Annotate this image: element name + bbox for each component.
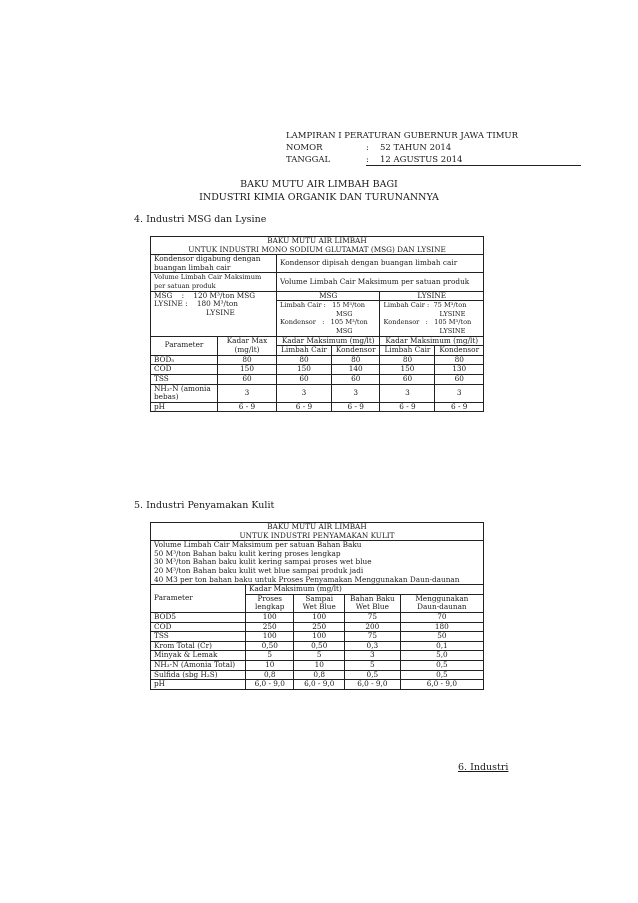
next-section-link[interactable]: 6. Industri <box>458 762 509 773</box>
value-cell: 0,50 <box>294 641 344 651</box>
tanggal-value: 12 AGUSTUS 2014 <box>380 155 463 165</box>
volume-line: 40 M3 per ton bahan baku untuk Proses Penyamakan Menggunakan Daun-daunan <box>154 574 460 584</box>
value-cell: 0,8 <box>294 670 344 680</box>
value-cell: 130 <box>435 365 484 375</box>
value-cell: 5 <box>294 651 344 661</box>
volume-line: 50 M³/ton Bahan baku kulit kering proses lengkap <box>154 548 341 558</box>
value-cell: 10 <box>246 660 294 670</box>
value-cell: 200 <box>344 622 400 632</box>
table-row <box>151 680 484 690</box>
value-cell: 100 <box>294 612 344 622</box>
param-header: Parameter <box>151 336 218 355</box>
value-cell: 5 <box>344 660 400 670</box>
msg-limbah-cair-unit: MSG <box>336 309 353 318</box>
lysine-kondensor-header: Kondensor <box>435 346 484 356</box>
col-sampai-wet-blue: Sampai Wet Blue <box>294 594 344 612</box>
table-row <box>151 632 484 642</box>
kadar-maks-lysine-header: Kadar Maksimum (mg/lt) <box>380 336 484 346</box>
lysine-kondensor-unit: LYSINE <box>439 326 466 335</box>
value-cell: 80 <box>380 355 435 365</box>
param-header: Parameter <box>151 585 246 613</box>
value-cell: 6,0 - 9,0 <box>294 680 344 690</box>
value-cell: 150 <box>277 365 332 375</box>
table-title <box>151 523 484 541</box>
lysine-kondensor: Kondensor : 105 M³/ton <box>383 318 472 327</box>
table-row <box>151 374 484 384</box>
param-cell: COD <box>151 365 218 375</box>
value-cell: 140 <box>331 365 380 375</box>
value-cell: 180 <box>400 622 483 632</box>
value-cell: 5,0 <box>400 651 483 661</box>
value-cell: 10 <box>294 660 344 670</box>
value-cell: 60 <box>277 374 332 384</box>
value-cell: 250 <box>294 622 344 632</box>
value-cell: 250 <box>246 622 294 632</box>
param-cell: COD <box>151 622 246 632</box>
lampiran-header <box>286 130 518 166</box>
volume-line: Volume Limbah Cair Maksimum per satuan Bahan Baku <box>154 540 362 550</box>
kondensor-pisah: Kondensor dipisah dengan buangan limbah cair <box>277 255 484 273</box>
col-daun-daunan: Menggunakan Daun-daunan <box>400 594 483 612</box>
value-cell: 6,0 - 9,0 <box>246 680 294 690</box>
table-title-line-2: UNTUK INDUSTRI PENYAMAKAN KULIT <box>239 530 395 540</box>
value-cell: 6 - 9 <box>218 402 277 412</box>
value-cell: 0,5 <box>344 670 400 680</box>
table-title-line-1: BAKU MUTU AIR LIMBAH <box>267 522 367 531</box>
value-cell: 3 <box>380 384 435 402</box>
table-row <box>151 365 484 375</box>
param-cell: TSS <box>151 374 218 384</box>
vol-label-right: Volume Limbah Cair Maksimum per satuan produk <box>277 273 484 291</box>
msg-volume: MSG : 120 M³/ton MSG <box>154 290 256 300</box>
value-cell: 0,1 <box>400 641 483 651</box>
param-cell: Krom Total (Cr) <box>151 641 246 651</box>
value-cell: 60 <box>380 374 435 384</box>
nomor-row <box>286 142 518 154</box>
value-cell: 3 <box>435 384 484 402</box>
value-cell: 60 <box>218 374 277 384</box>
value-cell: 6 - 9 <box>435 402 484 412</box>
col-bahan-baku-wet-blue: Bahan Baku Wet Blue <box>344 594 400 612</box>
msg-volumes <box>277 301 380 336</box>
lysine-limbah-cair-unit: LYSINE <box>439 309 466 318</box>
value-cell: 80 <box>331 355 380 365</box>
param-cell: BOD₅ <box>151 355 218 365</box>
vol-label-left: Volume Limbah Cair Maksimum per satuan produk <box>151 273 277 291</box>
value-cell: 6,0 - 9,0 <box>400 680 483 690</box>
volume-block <box>151 541 484 585</box>
value-cell: 3 <box>277 384 332 402</box>
value-cell: 100 <box>246 632 294 642</box>
table-row <box>151 612 484 622</box>
lysine-volume-unit: LYSINE <box>206 307 235 317</box>
value-cell: 50 <box>400 632 483 642</box>
table-title <box>151 237 484 255</box>
lysine-head: LYSINE <box>380 291 484 301</box>
table-penyamakan-kulit <box>150 522 484 690</box>
tanggal-label: TANGGAL <box>286 155 331 165</box>
value-cell: 80 <box>277 355 332 365</box>
value-cell: 150 <box>218 365 277 375</box>
value-cell: 60 <box>435 374 484 384</box>
lysine-volume: LYSINE : 180 M³/ton <box>154 299 238 309</box>
nomor-colon: : <box>366 143 369 153</box>
value-cell: 3 <box>331 384 380 402</box>
value-cell: 80 <box>435 355 484 365</box>
nomor-value: 52 TAHUN 2014 <box>380 143 452 153</box>
value-cell: 0,5 <box>400 670 483 680</box>
lysine-volumes <box>380 301 484 336</box>
value-cell: 75 <box>344 632 400 642</box>
document-title <box>0 178 638 204</box>
lampiran-line: LAMPIRAN I PERATURAN GUBERNUR JAWA TIMUR <box>286 131 518 141</box>
value-cell: 100 <box>294 632 344 642</box>
value-cell: 0,3 <box>344 641 400 651</box>
value-cell: 60 <box>331 374 380 384</box>
value-cell: 6 - 9 <box>380 402 435 412</box>
title-line-2: INDUSTRI KIMIA ORGANIK DAN TURUNANNYA <box>199 192 439 203</box>
param-cell: Sulfida (sbg H₂S) <box>151 670 246 680</box>
param-cell: Minyak & Lemak <box>151 651 246 661</box>
table-row <box>151 660 484 670</box>
msg-limbah-cair: Limbah Cair : 15 M³/ton <box>280 301 366 310</box>
table-row <box>151 651 484 661</box>
value-cell: 0,8 <box>246 670 294 680</box>
value-cell: 6,0 - 9,0 <box>344 680 400 690</box>
value-cell: 0,5 <box>400 660 483 670</box>
value-cell: 3 <box>344 651 400 661</box>
kadar-max-header: Kadar Max (mg/lt) <box>218 336 277 355</box>
title-line-1: BAKU MUTU AIR LIMBAH BAGI <box>240 179 398 190</box>
param-cell: BOD5 <box>151 612 246 622</box>
lysine-limbah-cair: Limbah Cair : 75 M³/ton <box>383 301 467 310</box>
table-row <box>151 402 484 412</box>
col-proses-lengkap: Proses lengkap <box>246 594 294 612</box>
param-cell: pH <box>151 402 218 412</box>
table-row <box>151 384 484 402</box>
section-5-heading: 5. Industri Penyamakan Kulit <box>134 500 275 511</box>
table-title-line-2: UNTUK INDUSTRI MONO SODIUM GLUTAMAT (MSG) DAN LYSINE <box>188 244 446 254</box>
tanggal-colon: : <box>366 155 369 165</box>
value-cell: 70 <box>400 612 483 622</box>
msg-head: MSG <box>277 291 380 301</box>
kondensor-gabung: Kondensor digabung dengan buangan limbah cair <box>151 255 277 273</box>
msg-kondensor-header: Kondensor <box>331 346 380 356</box>
lysine-limbah-cair-header: Limbah Cair <box>380 346 435 356</box>
value-cell: 80 <box>218 355 277 365</box>
value-cell: 75 <box>344 612 400 622</box>
volume-line: 20 M³/ton Bahan baku kulit wet blue sampai produk jadi <box>154 565 364 575</box>
table-row <box>151 355 484 365</box>
volume-line: 30 M³/ton Bahan baku kulit kering sampai proses wet blue <box>154 557 372 567</box>
value-cell: 150 <box>380 365 435 375</box>
param-cell: TSS <box>151 632 246 642</box>
param-cell: NH₃-N (Amonia Total) <box>151 660 246 670</box>
nomor-label: NOMOR <box>286 143 323 153</box>
msg-limbah-cair-header: Limbah Cair <box>277 346 332 356</box>
kadar-maks-msg-header: Kadar Maksimum (mg/lt) <box>277 336 380 346</box>
value-cell: 5 <box>246 651 294 661</box>
value-cell: 0,50 <box>246 641 294 651</box>
msg-kondensor-unit: MSG <box>336 326 353 335</box>
section-4-heading: 4. Industri MSG dan Lysine <box>134 214 267 225</box>
msg-kondensor: Kondensor : 105 M³/ton <box>280 318 368 327</box>
param-cell: NH₃-N (amonia bebas) <box>151 384 218 402</box>
value-cell: 6 - 9 <box>277 402 332 412</box>
value-cell: 3 <box>218 384 277 402</box>
param-cell: pH <box>151 680 246 690</box>
vol-values-left <box>151 291 277 336</box>
kadar-header: Kadar Maksimum (mg/lt) <box>246 585 484 595</box>
table-msg-lysine <box>150 236 484 412</box>
value-cell: 6 - 9 <box>331 402 380 412</box>
table-title-line-1: BAKU MUTU AIR LIMBAH <box>267 236 367 245</box>
value-cell: 100 <box>246 612 294 622</box>
header-underline <box>366 165 581 166</box>
